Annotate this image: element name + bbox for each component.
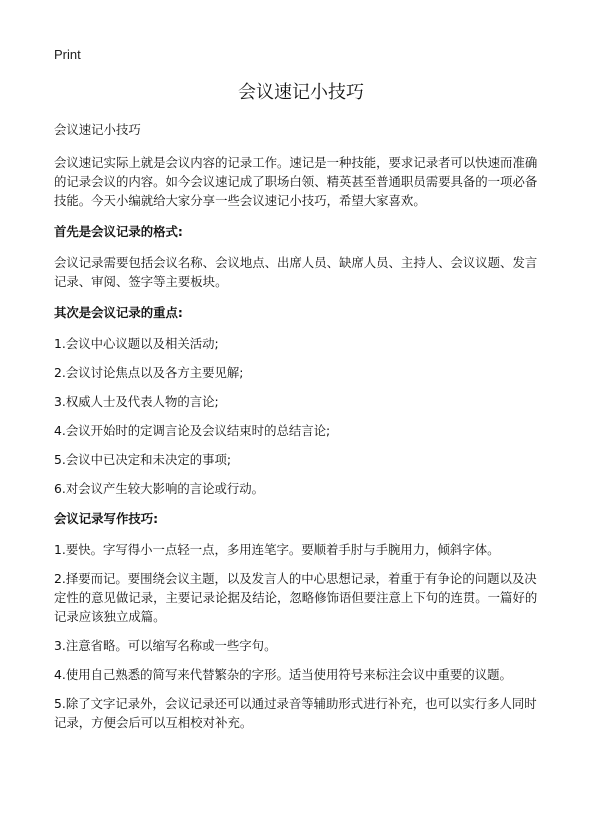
list-item: 1.会议中心议题以及相关活动;: [54, 336, 219, 351]
list-item: 5.除了文字记录外，会议记录还可以通过录音等辅助形式进行补充，也可以实行多人同时记录，方便会后可以互相校对补充。: [54, 696, 537, 730]
list-item: 1.要快。字写得小一点轻一点，多用连笔字。要顺着手肘与手腕用力，倾斜字体。: [54, 542, 500, 557]
section-heading-key-points: 其次是会议记录的重点:: [54, 305, 183, 320]
list-item: 2.会议讨论焦点以及各方主要见解;: [54, 365, 244, 380]
page-title: 会议速记小技巧: [238, 82, 364, 103]
article-body: [54, 120, 548, 742]
section-heading-writing-tips: 会议记录写作技巧:: [54, 511, 159, 526]
list-item: 2.择要而记。要围绕会议主题，以及发言人的中心思想记录，着重于有争论的问题以及决定性的意见做记录，主要记录论据及结论，忽略修饰语但要注意上下句的连贯。一篇好的记录应该独立成篇。: [54, 571, 538, 624]
list-item: 6.对会议产生较大影响的言论或行动。: [54, 481, 265, 496]
list-item: 4.使用自己熟悉的简写来代替繁杂的字形。适当使用符号来标注会议中重要的议题。: [54, 667, 512, 682]
list-item: 4.会议开始时的定调言论及会议结束时的总结言论;: [54, 423, 331, 438]
list-item: 3.注意省略。可以缩写名称或一些字句。: [54, 638, 277, 653]
print-link[interactable]: Print: [54, 47, 81, 62]
intro-paragraph: 会议速记实际上就是会议内容的记录工作。速记是一种技能，要求记录者可以快速而准确的记录会议的内容。如今会议速记成了职场白领、精英甚至普通职员需要具备的一项必备技能。今天小编就给大家分享一些会议速记小技巧，希望大家喜欢。: [54, 155, 538, 208]
section-heading-format: 首先是会议记录的格式:: [54, 224, 183, 239]
article-subtitle: 会议速记小技巧: [54, 122, 141, 137]
list-item: 3.权威人士及代表人物的言论;: [54, 394, 219, 409]
format-paragraph: 会议记录需要包括会议名称、会议地点、出席人员、缺席人员、主持人、会议议题、发言记录、审阅、签字等主要板块。: [54, 255, 538, 289]
list-item: 5.会议中已决定和未决定的事项;: [54, 452, 232, 467]
